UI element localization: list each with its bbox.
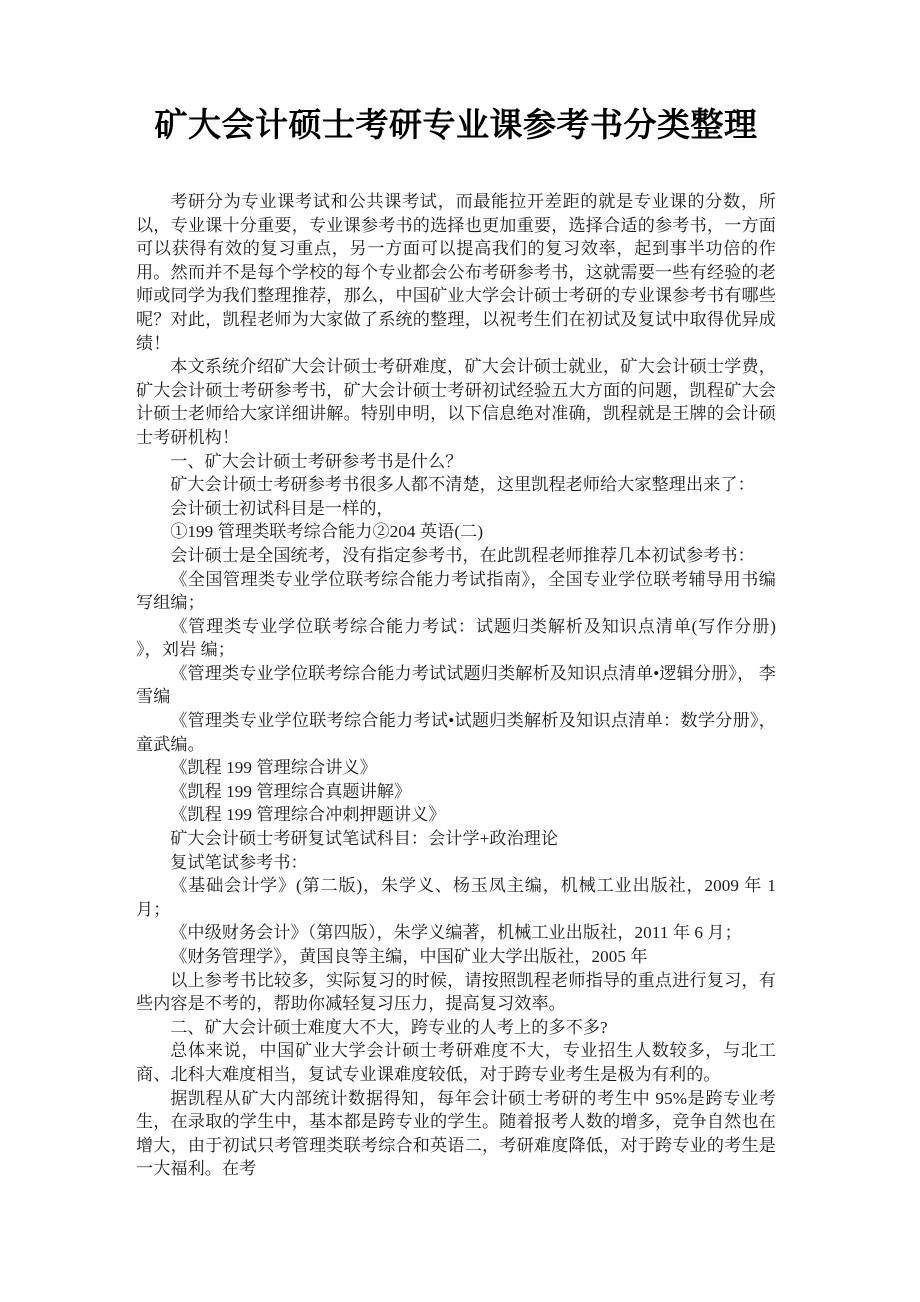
section-heading-two: 二、矿大会计硕士难度大不大，跨专业的人考上的多不多?	[170, 1017, 608, 1037]
book-entry-kaicheng-lecture-notes: 《凯程 199 管理综合讲义》	[170, 758, 377, 778]
book-entry-basic-accounting: 《基础会计学》(第二版)，朱学义、杨玉凤主编，机械工业出版社，2009 年 1 月；	[136, 876, 776, 919]
line-no-designated-books: 会计硕士是全国统考，没有指定参考书，在此凯程老师推荐几本初试参考书：	[170, 545, 755, 565]
paragraph-cross-major-statistics: 据凯程从矿大内部统计数据得知，每年会计硕士考研的考生中 95%是跨专业考生，在录取的学生中，基本都是跨专业的学生。随着报考人数的增多，竞争自然也在增大，由于初试只考管理类联考综合和英语二，考研难度降低，对于跨专业的考生是一大福利。在考	[136, 1088, 777, 1179]
book-entry-intermediate-financial-accounting: 《中级财务会计》（第四版），朱学义编著，机械工业出版社，2011 年 6 月；	[170, 923, 742, 943]
paragraph-difficulty-overview: 总体来说，中国矿业大学会计硕士考研难度不大，专业招生人数较多，与北工商、北科大难度相当，复试专业课难度较低，对于跨专业考生是极为有利的。	[136, 1041, 776, 1084]
book-entry-financial-management: 《财务管理学》，黄国良等主编，中国矿业大学出版社，2005 年	[170, 947, 648, 966]
line-retest-books-label: 复试笔试参考书：	[170, 852, 308, 872]
line-retest-subjects: 矿大会计硕士考研复试笔试科目：会计学+政治理论	[170, 829, 559, 849]
line-initial-exam-subjects-note: 会计硕士初试科目是一样的，	[170, 498, 394, 518]
book-entry-exam-guide: 《全国管理类专业学位联考综合能力考试指南》，全国专业学位联考辅导用书编写组编；	[136, 569, 776, 613]
book-entry-math-volume: 《管理类专业学位联考综合能力考试•试题归类解析及知识点清单：数学分册》，童武编。	[136, 711, 776, 754]
document-body	[136, 190, 776, 1181]
paragraph-review-advice: 以上参考书比较多，实际复习的时候，请按照凯程老师指导的重点进行复习，有些内容是不考的，帮助你减轻复习压力，提高复习效率。	[136, 970, 776, 1014]
line-reference-intro: 矿大会计硕士考研参考书很多人都不清楚，这里凯程老师给大家整理出来了：	[170, 475, 755, 495]
book-entry-writing-volume: 《管理类专业学位联考综合能力考试：试题归类解析及知识点清单(写作分册) 》，刘岩 编；	[136, 616, 776, 660]
book-entry-kaicheng-sprint-notes: 《凯程 199 管理综合冲刺押题讲义》	[170, 805, 446, 825]
paragraph-intro-1: 考研分为专业课考试和公共课考试，而最能拉开差距的就是专业课的分数，所以，专业课十分重要，专业课参考书的选择也更加重要，选择合适的参考书，一方面可以获得有效的复习重点，另一方面可以提高我们的复习效率，起到事半功倍的作用。然而并不是每个学校的每个专业都会公布考研参考书，这就需要一些有经验的老师或同学为我们整理推荐，那么，中国矿业大学会计硕士考研的专业课参考书有哪些呢？对此，凯程老师为大家做了系统的整理，以祝考生们在初试及复试中取得优异成绩！	[136, 192, 776, 353]
book-entry-kaicheng-past-papers: 《凯程 199 管理综合真题讲解》	[170, 781, 412, 801]
page-title: 矿大会计硕士考研专业课参考书分类整理	[154, 108, 758, 144]
document-content-column	[136, 0, 776, 1181]
paragraph-intro-2: 本文系统介绍矿大会计硕士考研难度，矿大会计硕士就业，矿大会计硕士学费，矿大会计硕士考研参考书，矿大会计硕士考研初试经验五大方面的问题，凯程矿大会计硕士老师给大家详细讲解。特别申明，以下信息绝对准确，凯程就是王牌的会计硕士考研机构！	[136, 357, 776, 447]
book-entry-logic-volume: 《管理类专业学位联考综合能力考试试题归类解析及知识点清单•逻辑分册》， 李雪编	[136, 663, 776, 707]
line-initial-exam-subjects: ①199 管理类联考综合能力②204 英语(二)	[170, 522, 484, 542]
section-heading-one: 一、矿大会计硕士考研参考书是什么？	[170, 451, 463, 471]
